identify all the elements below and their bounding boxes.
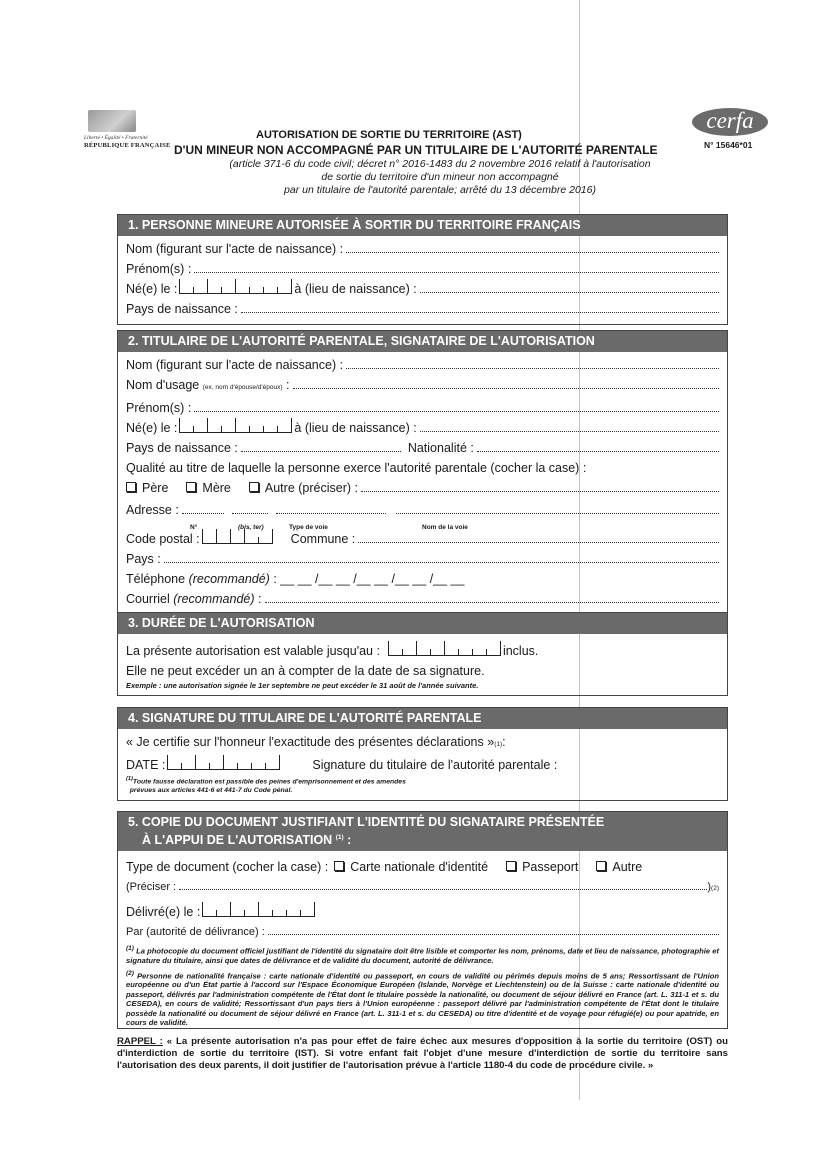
address-field[interactable] <box>126 500 719 520</box>
label: DATE : <box>126 758 166 772</box>
footnote-1 <box>126 944 719 965</box>
label: Adresse : <box>126 503 179 517</box>
input-line[interactable] <box>241 441 401 452</box>
label: Passeport <box>522 860 579 875</box>
text: ) <box>707 881 712 894</box>
subtitle-line1: (article 371-6 du code civil; décret n° 2016-1483 du 2 novembre 2016 relatif à l'autorisation <box>229 158 651 170</box>
example-text: Exemple : une autorisation signée le 1er septembre ne peut excéder le 31 août de l'année suivante. <box>126 681 479 690</box>
checkbox-pere[interactable] <box>126 482 136 492</box>
section-identity-document <box>117 811 728 1029</box>
label: Prénom(s) : <box>126 401 192 415</box>
label: Type de document (cocher la case) : <box>126 860 329 875</box>
minor-prenom-field[interactable] <box>126 259 719 279</box>
date-boxes[interactable] <box>179 279 292 294</box>
addr-type-input[interactable] <box>276 503 386 514</box>
label: (Préciser : <box>126 881 177 894</box>
subtitle-line2: de sortie du territoire d'un mineur non accompagné <box>321 171 559 183</box>
footnote <box>126 775 719 795</box>
doc-type-row <box>126 857 719 877</box>
text: La photocopie du document officiel justifiant de l'identité du signataire doit être lisible et comporter les nom, prénoms, date et lieu de naissance, photographie et signature du titulaire, ainsi que dates de délivrance et de validité du document, autorité de délivrance. <box>126 946 719 966</box>
date-boxes[interactable] <box>388 641 501 656</box>
form-subtitle <box>190 158 690 197</box>
input-line[interactable] <box>194 401 719 412</box>
parent-usage-field[interactable] <box>126 375 719 398</box>
minor-nom-field[interactable] <box>126 239 719 259</box>
section-heading: 3. DURÉE DE L'AUTORISATION <box>118 613 727 634</box>
sublabel: Type de voie <box>289 524 328 531</box>
input-line[interactable] <box>420 282 719 293</box>
date-boxes[interactable] <box>167 755 280 770</box>
subtitle-line3: par un titulaire de l'autorité parentale; arrêté du 13 décembre 2016) <box>284 184 596 196</box>
text: Personne de nationalité française : carte nationale d'identité ou passeport, en cours de validité ou périmés depuis moins de 5 ans; Ressortissant de l'Union européenne ou d'un État partie à l'accord sur l'Espace Économique Européen (Islande, Norvège et Liechtenstein) ou de la Suisse : carte nationale d'identité ou passeport, délivrés par l'administration compétente de l'État dont le titulaire possède la nationalité, ou document de séjour délivré en France (art. L. 311-1 et s. du CESEDA), en cours de validité; Ressortissant d'un pays tiers à l'Union européenne : passeport délivré par l'administration compétente de l'État dont le titulaire possède la nationalité ou document de séjour délivré en France (art. L. 311-1 et s. du CESEDA) ou titre d'identité et de voyage pour réfugié(e) ou pour apatride, en cours de validité. <box>126 971 719 1028</box>
label: Carte nationale d'identité <box>350 860 489 875</box>
parent-country-field[interactable] <box>126 438 719 458</box>
logo-motto: Liberté • Égalité • Fraternité <box>84 135 148 141</box>
text: À L'APPUI DE L'AUTORISATION <box>142 833 333 848</box>
text: Toute fausse déclaration est passible des peines d'emprisonnement et des amendes <box>132 778 406 786</box>
cerfa-number: N° 15646*01 <box>704 140 753 150</box>
note-ref: (1) <box>494 741 503 748</box>
colon: : <box>286 378 290 392</box>
label: Nom (figurant sur l'acte de naissance) : <box>126 242 344 256</box>
input-line[interactable] <box>346 242 719 253</box>
date-signature-row <box>126 755 719 775</box>
label: Commune : <box>290 532 356 546</box>
footnote-2 <box>126 969 719 1028</box>
note-ref: (2) <box>711 885 719 893</box>
note-mark: (1) <box>126 945 134 953</box>
label: Né(e) le : <box>126 421 178 435</box>
label: à (lieu de naissance) : <box>294 282 417 296</box>
sublabel: (bis, ter) <box>238 524 264 531</box>
addr-number-input[interactable] <box>182 503 224 514</box>
label: Prénom(s) : <box>126 262 192 276</box>
label: La présente autorisation est valable jusqu'au : <box>126 644 380 658</box>
checkbox-autre[interactable] <box>596 861 606 871</box>
section-heading <box>118 812 727 851</box>
cerfa-logo: cerfa <box>692 108 768 136</box>
colon: : <box>258 592 262 606</box>
checkbox-mere[interactable] <box>186 482 196 492</box>
text: Elle ne peut excéder un an à compter de la date de sa signature. <box>126 664 485 678</box>
phone-field[interactable] <box>126 569 719 589</box>
section-heading: 2. TITULAIRE DE L'AUTORITÉ PARENTALE, SIGNATAIRE DE L'AUTORISATION <box>118 331 727 352</box>
label: (recommandé) <box>173 592 255 606</box>
text: « La présente autorisation n'a pas pour effet de faire échec aux mesures d'opposition à la sortie du territoire (OST) ou d'interdiction de sortie du territoire (IST). Si votre enfant fait l'objet d'une mesure d'interdiction de sortie du territoire sans l'autorisation des deux parents, il doit justifier de l'autorisation prévue à l'article 1180-4 du code de procédure civile. » <box>117 1036 728 1071</box>
section-signature <box>117 707 728 801</box>
label: Père <box>142 481 169 495</box>
parent-birth-field[interactable] <box>126 418 719 438</box>
parent-nom-field[interactable] <box>126 355 719 375</box>
input-line[interactable] <box>194 262 719 273</box>
hint: (ex. nom d'épouse/d'époux) <box>202 384 283 391</box>
label: Nationalité : <box>407 441 474 455</box>
label: Nom (figurant sur l'acte de naissance) : <box>126 358 344 372</box>
phone-mask[interactable]: : __ __ /__ __ /__ __ /__ __ /__ __ <box>273 572 465 586</box>
signature-label: Signature du titulaire de l'autorité parentale : <box>312 758 558 772</box>
country-field[interactable] <box>126 549 719 569</box>
parent-prenom-field[interactable] <box>126 398 719 418</box>
input-line[interactable] <box>268 924 719 935</box>
form-title-line1: AUTORISATION DE SORTIE DU TERRITOIRE (AST) <box>256 129 522 141</box>
logo-republic: RÉPUBLIQUE FRANÇAISE <box>84 142 171 149</box>
reminder-label: RAPPEL : <box>117 1036 163 1047</box>
checkbox-passeport[interactable] <box>506 861 516 871</box>
address-sublabels <box>126 520 719 529</box>
date-boxes[interactable] <box>202 902 315 917</box>
sublabel: Nom de la voie <box>422 524 468 531</box>
text: prévues aux articles 441-6 et 441-7 du Code pénal. <box>129 786 293 794</box>
nationality-input[interactable] <box>477 441 719 452</box>
text: : <box>502 735 506 749</box>
label: Pays : <box>126 552 161 566</box>
section-heading: 1. PERSONNE MINEURE AUTORISÉE À SORTIR DU TERRITOIRE FRANÇAIS <box>118 215 727 236</box>
section-parent <box>117 330 728 615</box>
text: : <box>343 833 352 848</box>
validity-field[interactable] <box>126 641 719 661</box>
minor-birth-field[interactable] <box>126 279 719 299</box>
label: Délivré(e) le : <box>126 905 201 920</box>
section-duration <box>117 612 728 696</box>
label: Pays de naissance : <box>126 441 238 455</box>
sublabel: N° <box>190 524 198 531</box>
input-line[interactable] <box>179 879 707 890</box>
label: Courriel <box>126 592 170 606</box>
input-line[interactable] <box>346 358 719 369</box>
heading-line1: 5. COPIE DU DOCUMENT JUSTIFIANT L'IDENTITÉ DU SIGNATAIRE PRÉSENTÉE <box>128 815 605 829</box>
label: Qualité au titre de laquelle la personne exerce l'autorité parentale (cocher la case) : <box>126 461 587 475</box>
certify-text <box>126 732 719 755</box>
label: inclus. <box>502 644 539 658</box>
addr-street-input[interactable] <box>396 503 719 514</box>
input-line[interactable] <box>265 592 720 603</box>
form-title-line2: D'UN MINEUR NON ACCOMPAGNÉ PAR UN TITULAIRE DE L'AUTORITÉ PARENTALE <box>174 143 658 157</box>
heading-line2 <box>128 830 717 848</box>
marianne-emblem-icon <box>88 110 136 132</box>
section-heading: 4. SIGNATURE DU TITULAIRE DE L'AUTORITÉ PARENTALE <box>118 708 727 729</box>
label: Autre <box>612 860 643 875</box>
label: (recommandé) <box>188 572 270 586</box>
commune-input[interactable] <box>358 532 719 543</box>
label: Mère <box>202 481 231 495</box>
date-boxes[interactable] <box>179 418 292 433</box>
addr-bis-input[interactable] <box>232 503 268 514</box>
label: Né(e) le : <box>126 282 178 296</box>
label: Nom d'usage <box>126 378 200 392</box>
input-line[interactable] <box>420 421 719 432</box>
label: Autre (préciser) : <box>264 481 358 495</box>
section-minor <box>117 214 728 325</box>
text: « Je certifie sur l'honneur l'exactitude des présentes déclarations » <box>126 735 495 749</box>
input-line[interactable] <box>241 302 719 313</box>
label: Par (autorité de délivrance) : <box>126 926 265 939</box>
label: Pays de naissance : <box>126 302 238 316</box>
checkbox-cni[interactable] <box>334 861 344 871</box>
authority-field[interactable] <box>126 922 719 942</box>
input-line[interactable] <box>293 378 719 389</box>
label: Téléphone <box>126 572 186 586</box>
note-ref: (1) <box>335 834 344 841</box>
reminder-text <box>117 1036 728 1072</box>
note-mark: (1) <box>126 776 133 782</box>
autre-input[interactable] <box>361 481 719 492</box>
minor-country-field[interactable] <box>126 299 719 319</box>
marianne-logo <box>84 110 170 160</box>
issued-date-field[interactable] <box>126 902 719 922</box>
qualite-options <box>126 478 719 498</box>
qualite-label <box>126 458 719 478</box>
email-field[interactable] <box>126 589 719 609</box>
checkbox-autre[interactable] <box>249 482 259 492</box>
label: à (lieu de naissance) : <box>294 421 417 435</box>
note-mark: (2) <box>126 969 134 977</box>
label: Code postal : <box>126 532 200 546</box>
input-line[interactable] <box>164 552 719 563</box>
preciser-field[interactable] <box>126 877 719 899</box>
limit-text <box>126 661 719 681</box>
